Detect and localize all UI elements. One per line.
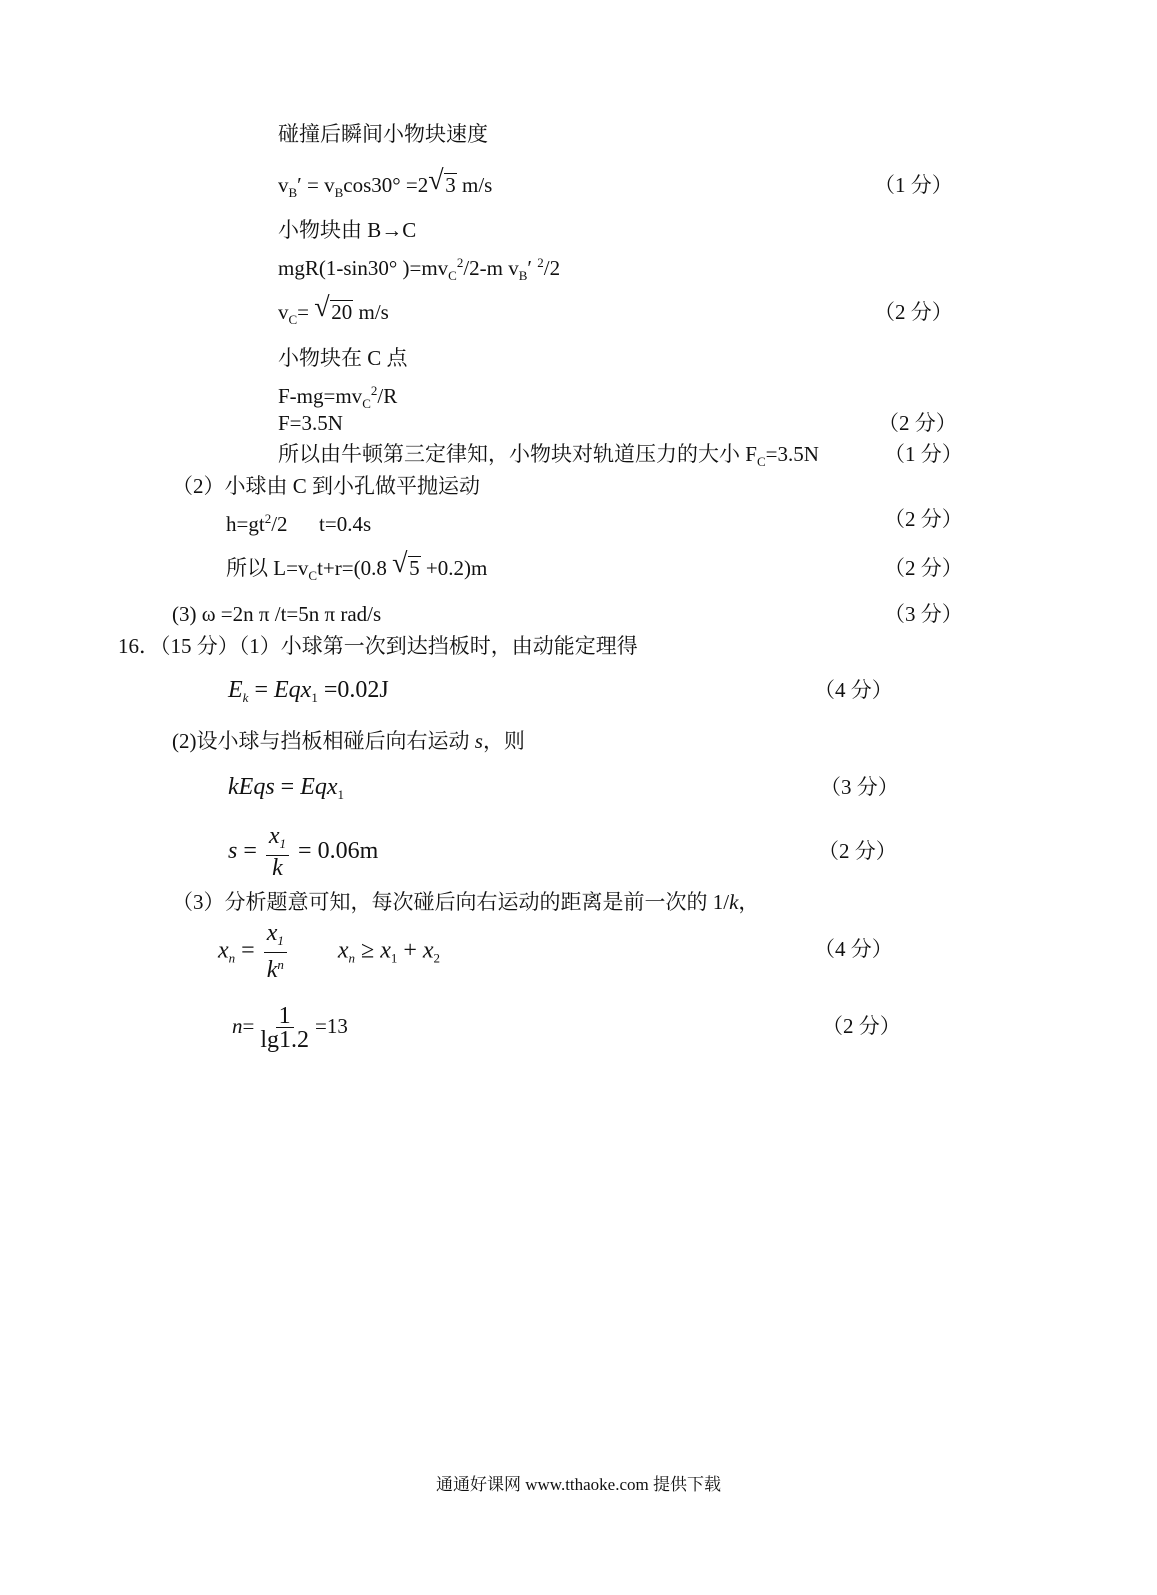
page-footer: 通通好课网 www.tthaoke.com 提供下载 <box>435 1475 722 1494</box>
text-line: （3）分析题意可知，每次碰后向右运动的距离是前一次的 1/k， <box>172 890 760 914</box>
score: （1 分） <box>884 442 963 466</box>
formula-f-value: F=3.5N <box>278 411 343 435</box>
score: （2 分） <box>874 300 953 324</box>
text-line: （2）小球由 C 到小孔做平抛运动 <box>172 474 481 498</box>
score: （3 分） <box>820 775 899 799</box>
formula-vc: $v_C=$ √ 20 m/s <box>278 292 389 327</box>
formula-xn: $x_n$ = $\frac{x_1}{k^n}$ $x_n \ge x_1 + x_2$ <box>218 920 441 983</box>
text-line: (2)设小球与挡板相碰后向右运动 s，则 <box>172 729 525 753</box>
formula-n: n= $\frac{1}{\lg 1.2}$ =13 <box>232 1002 348 1053</box>
formula-omega: (3) ω =2n π /t=5n π rad/s <box>172 602 382 626</box>
score: （4 分） <box>814 937 893 961</box>
formula-energy: mgR(1-sin30° )$=mv_C^2/2-m$ $v_B'$ $^2$/2 <box>278 255 561 283</box>
question-16-heading: 16．（15 分）（1）小球第一次到达挡板时，由动能定理得 <box>118 634 638 658</box>
formula-ek: $E_k = Eqx_1 =0.02J$ <box>228 677 389 705</box>
formula-vb-prime: $v_B' = v_B\cos 30^\circ =2$ √ 3 m/s <box>278 165 493 200</box>
text-line: 小物块由 B→C <box>278 218 417 242</box>
formula-length: 所以 $L=v_Ct+r=(0.8$ √ 5 +0.2)m <box>226 548 488 583</box>
score: （2 分） <box>822 1014 901 1038</box>
text-line: 所以由牛顿第三定律知，小物块对轨道压力的大小 $F_C=3.5N$ <box>278 442 819 469</box>
score: （1 分） <box>874 173 953 197</box>
score: （4 分） <box>814 678 893 702</box>
score: （2 分） <box>878 411 957 435</box>
formula-keqs: kEqs = Eqx$_1$ <box>228 774 345 802</box>
score: （2 分） <box>884 507 963 531</box>
score: （3 分） <box>884 602 963 626</box>
formula-force: $F-mg=mv_C^2/R$ <box>278 383 398 411</box>
score: （2 分） <box>818 839 897 863</box>
score: （2 分） <box>884 556 963 580</box>
text-line: 碰撞后瞬间小物块速度 <box>278 122 488 146</box>
text-line: 小物块在 C 点 <box>278 346 408 370</box>
formula-fall: $h=gt^2/2$ t=0.4s <box>226 511 372 536</box>
formula-s: s = $\frac{x_1}{k}$ = 0.06m <box>228 823 379 881</box>
